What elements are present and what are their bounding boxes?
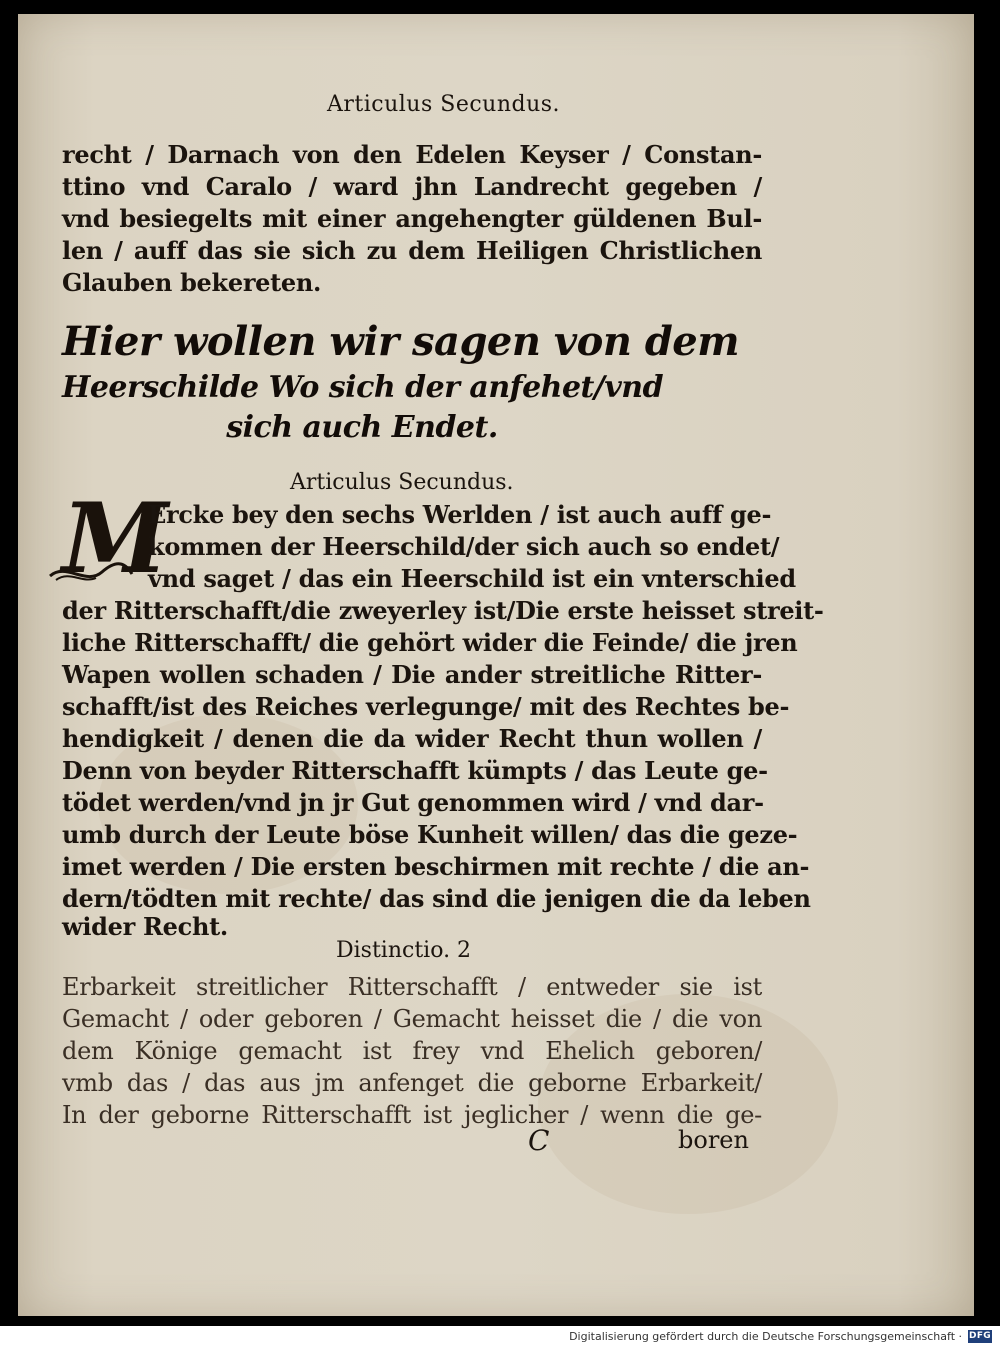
footer-bar bbox=[0, 1326, 1000, 1348]
body-line: Ercke bey den sechs Werlden / ist auch auff ge- bbox=[148, 500, 772, 529]
intro-line: ttino vnd Caralo / ward jhn Landrecht gegeben / bbox=[62, 172, 762, 201]
catchword: boren bbox=[678, 1126, 749, 1154]
distinctio-line: Gemacht / oder geboren / Gemacht heisset die / die von bbox=[62, 1005, 762, 1033]
intro-line: vnd besiegelts mit einer angehengter güldenen Bul- bbox=[62, 204, 762, 233]
body-line: vnd saget / das ein Heerschild ist ein vnterschied bbox=[148, 564, 796, 593]
body-line: tödet werden/vnd jn jr Gut genommen wird / vnd dar- bbox=[62, 788, 764, 817]
body-line: hendigkeit / denen die da wider Recht thun wollen / bbox=[62, 724, 762, 753]
body-line: liche Ritterschafft/ die gehört wider die Feinde/ die jren bbox=[62, 628, 798, 657]
footer-credit: Digitalisierung gefördert durch die Deutsche Forschungsgemeinschaft · bbox=[569, 1330, 962, 1343]
decorated-initial: M bbox=[62, 482, 169, 595]
distinctio-line: vmb das / das aus jm anfenget die geborne Erbarkeit/ bbox=[62, 1069, 762, 1097]
section-heading-line-1: Hier wollen wir sagen von dem bbox=[62, 318, 740, 365]
body-line: Wapen wollen schaden / Die ander streitliche Ritter- bbox=[62, 660, 762, 689]
body-line: wider Recht. bbox=[62, 912, 228, 941]
body-line: kommen der Heerschild/der sich auch so endet/ bbox=[148, 532, 780, 561]
distinctio-line: dem Könige gemacht ist frey vnd Ehelich geboren/ bbox=[62, 1037, 762, 1065]
section-heading-line-3: sich auch Endet. bbox=[226, 410, 498, 445]
article-heading: Articulus Secundus. bbox=[290, 470, 514, 495]
body-line: imet werden / Die ersten beschirmen mit rechte / die an- bbox=[62, 852, 810, 881]
dfg-logo-icon: DFG bbox=[969, 1331, 991, 1341]
body-line: dern/tödten mit rechte/ das sind die jenigen die da leben bbox=[62, 884, 811, 913]
distinctio-line: In der geborne Ritterschafft ist jeglicher / wenn die ge- bbox=[62, 1101, 762, 1129]
initial-swash-ornament bbox=[46, 560, 136, 586]
intro-line: len / auff das sie sich zu dem Heiligen Christlichen bbox=[62, 236, 762, 265]
intro-line: Glauben bekereten. bbox=[62, 268, 322, 297]
body-line: umb durch der Leute böse Kunheit willen/ das die geze- bbox=[62, 820, 798, 849]
body-line: schafft/ist des Reiches verlegunge/ mit des Rechtes be- bbox=[62, 692, 790, 721]
section-heading-line-2: Heerschilde Wo sich der anfehet/vnd bbox=[62, 370, 664, 405]
body-line: Denn von beyder Ritterschafft kümpts / das Leute ge- bbox=[62, 756, 768, 785]
signature-mark: C bbox=[528, 1124, 550, 1157]
distinctio-line: Erbarkeit streitlicher Ritterschafft / entweder sie ist bbox=[62, 973, 762, 1001]
intro-line: recht / Darnach von den Edelen Keyser / Constan- bbox=[62, 140, 762, 169]
body-line: der Ritterschafft/die zweyerley ist/Die erste heisset streit- bbox=[62, 596, 824, 625]
running-head: Articulus Secundus. bbox=[327, 92, 561, 117]
distinctio-heading: Distinctio. 2 bbox=[336, 938, 472, 963]
